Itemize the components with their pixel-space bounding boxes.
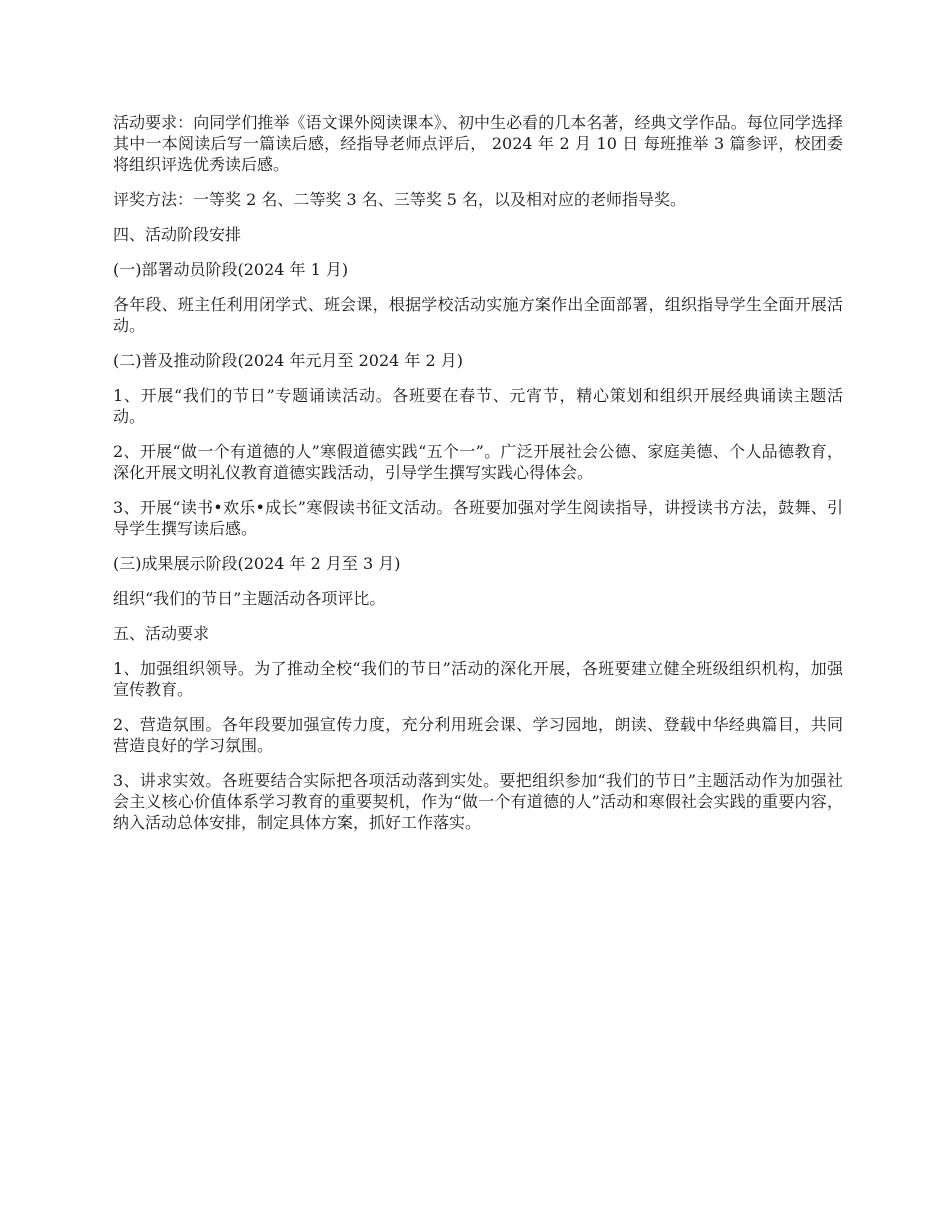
paragraph-activity-requirements: 活动要求：向同学们推举《语文课外阅读课本》、初中生必看的几本名著，经典文学作品。每位同学选择其中一本阅读后写一篇读后感，经指导老师点评后， 2024 年 2 月 10 日 每班推举 3 篇参评，校团委将组织评选优秀读后感。 xyxy=(113,113,843,174)
list-item-requirement-1: 1、加强组织领导。为了推动全校“我们的节日”活动的深化开展，各班要建立健全班级组织机构，加强宣传教育。 xyxy=(113,659,843,699)
list-item-requirement-2: 2、营造氛围。各年段要加强宣传力度，充分利用班会课、学习园地，朗读、登载中华经典篇目，共同营造良好的学习氛围。 xyxy=(113,715,843,755)
subheading-stage-two: (二)普及推动阶段(2024 年元月至 2024 年 2 月) xyxy=(113,351,464,370)
list-item-stage-two-2: 2、开展“做一个有道德的人”寒假道德实践“五个一”。广泛开展社会公德、家庭美德、个人品德教育，深化开展文明礼仪教育道德实践活动，引导学生撰写实践心得体会。 xyxy=(113,442,843,482)
subheading-stage-three: (三)成果展示阶段(2024 年 2 月至 3 月) xyxy=(113,554,401,573)
list-item-requirement-3: 3、讲求实效。各班要结合实际把各项活动落到实处。要把组织参加“我们的节日”主题活动作为加强社会主义核心价值体系学习教育的重要契机，作为“做一个有道德的人”活动和寒假社会实践的重要内容，纳入活动总体安排，制定具体方案，抓好工作落实。 xyxy=(113,771,843,832)
list-item-stage-two-1: 1、开展“我们的节日”专题诵读活动。各班要在春节、元宵节，精心策划和组织开展经典诵读主题活动。 xyxy=(113,386,843,426)
paragraph-stage-one: 各年段、班主任利用闭学式、班会课，根据学校活动实施方案作出全面部署，组织指导学生全面开展活动。 xyxy=(113,295,843,335)
subheading-stage-one: (一)部署动员阶段(2024 年 1 月) xyxy=(113,260,349,279)
section-heading-requirements: 五、活动要求 xyxy=(113,624,210,643)
section-heading-stages: 四、活动阶段安排 xyxy=(113,225,242,244)
document-body xyxy=(113,112,843,847)
paragraph-stage-three: 组织“我们的节日”主题活动各项评比。 xyxy=(113,589,386,608)
list-item-stage-two-3: 3、开展“读书•欢乐•成长”寒假读书征文活动。各班要加强对学生阅读指导，讲授读书方法，鼓舞、引导学生撰写读后感。 xyxy=(113,498,843,538)
paragraph-award-method: 评奖方法：一等奖 2 名、二等奖 3 名、三等奖 5 名，以及相对应的老师指导奖。 xyxy=(113,190,687,209)
